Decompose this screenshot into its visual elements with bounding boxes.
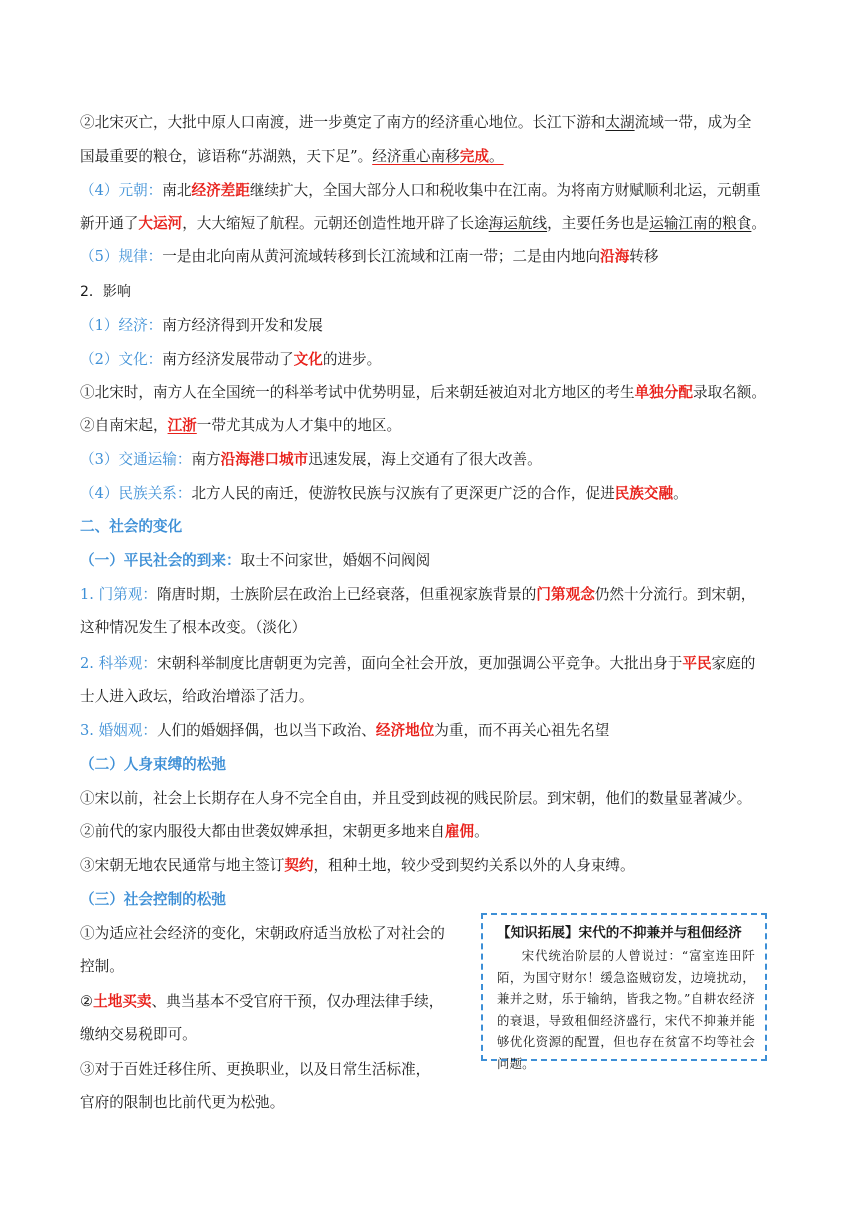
rule-label: （5）规律： [80,248,163,265]
paragraph-ethnic: （4）民族关系：北方人民的南迁，使游牧民族与汉族有了更深更广泛的合作，促进民族交融。 [80,485,688,502]
paragraph-culture-2: ②自南宋起，江浙一带尤其成为人才集中的地区。 [80,417,402,434]
paragraph-marriage: 3. 婚姻观：人们的婚姻择偶，也以当下政治、经济地位为重，而不再关心祖先名望 [80,722,610,739]
paragraph-bonds-2: ②前代的家内服役大都由世袭奴婢承担，宋朝更多地来自雇佣。 [80,823,489,840]
paragraph-economy: （1）经济：南方经济得到开发和发展 [80,317,323,334]
paragraph-civilian: （一）平民社会的到来：取士不问家世，婚姻不问阀阅 [80,552,431,569]
paragraph-control-1: ①为适应社会经济的变化，宋朝政府适当放松了对社会的 [80,925,445,942]
yuan-label: （4）元朝： [80,182,163,199]
paragraph-control-2: ②土地买卖、典当基本不受官府干预，仅办理法律手续， [80,993,444,1010]
paragraph-control-1-cont: 控制。 [80,958,124,975]
paragraph-yuan-cont: 新开通了大运河，大大缩短了航程。元朝还创造性地开辟了长途海运航线，主要任务也是运输江南的粮食。 [80,215,767,232]
paragraph-traffic: （3）交通运输：南方沿海港口城市迅速发展，海上交通有了很大改善。 [80,451,542,468]
paragraph-mendi-cont: 这种情况发生了根本改变。（淡化） [80,619,307,636]
heading-influence: 2．影响 [80,284,131,300]
section-heading-society: 二、社会的变化 [80,518,183,535]
heading-social-control: （三）社会控制的松弛 [80,891,226,908]
paragraph-bonds-3: ③宋朝无地农民通常与地主签订契约，租种土地，较少受到契约关系以外的人身束缚。 [80,857,635,874]
paragraph-control-2-cont: 缴纳交易税即可。 [80,1026,197,1043]
paragraph-keju-cont: 士人进入政坛，给政治增添了活力。 [80,688,314,705]
knowledge-box-title: 【知识拓展】宋代的不抑兼并与租佃经济 [497,925,742,941]
paragraph-culture-1: ①北宋时，南方人在全国统一的科举考试中优势明显，后来朝廷被迫对北方地区的考生单独分配录取名额。 [80,384,766,401]
paragraph-control-3: ③对于百姓迁移住所、更换职业，以及日常生活标准， [80,1061,431,1078]
knowledge-extension-box [481,913,767,1071]
paragraph-song-south: ②北宋灭亡，大批中原人口南渡，进一步奠定了南方的经济重心地位。长江下游和太湖流域一带，成为全 [80,114,752,131]
knowledge-box-body: 宋代统治阶层的人曾说过：“富室连田阡陌，为国守财尔！缓急盗贼窃发，边境扰动，兼并之财，乐于输纳，皆我之物。”自耕农经济的衰退，导致租佃经济盛行，宋代不抑兼并能够优化资源的配置，但也存在贫富不均等社会问题。 [497,948,755,1071]
paragraph-yuan: （4）元朝：南北经济差距继续扩大，全国大部分人口和税收集中在江南。为将南方财赋顺利北运，元朝重 [80,182,761,199]
paragraph-mendi: 1. 门第观：隋唐时期，士族阶层在政治上已经衰落，但重视家族背景的门第观念仍然十分流行。到宋朝， [80,586,756,603]
paragraph-control-3-cont: 官府的限制也比前代更为松弛。 [80,1094,285,1111]
paragraph-culture: （2）文化：南方经济发展带动了文化的进步。 [80,351,382,368]
paragraph-rule: （5）规律：一是由北向南从黄河流域转移到长江流域和江南一带；二是由内地向沿海转移 [80,248,659,265]
paragraph-song-south-cont: 国最重要的粮仓，谚语称“苏湖熟，天下足”。经济重心南移完成。 [80,148,504,165]
paragraph-bonds-1: ①宋以前，社会上长期存在人身不完全自由，并且受到歧视的贱民阶层。到宋朝，他们的数量显著减少。 [80,790,752,807]
heading-personal-bonds: （二）人身束缚的松弛 [80,756,226,773]
paragraph-keju: 2. 科举观：宋朝科举制度比唐朝更为完善，面向全社会开放，更加强调公平竞争。大批出身于平民家庭的 [80,655,756,672]
